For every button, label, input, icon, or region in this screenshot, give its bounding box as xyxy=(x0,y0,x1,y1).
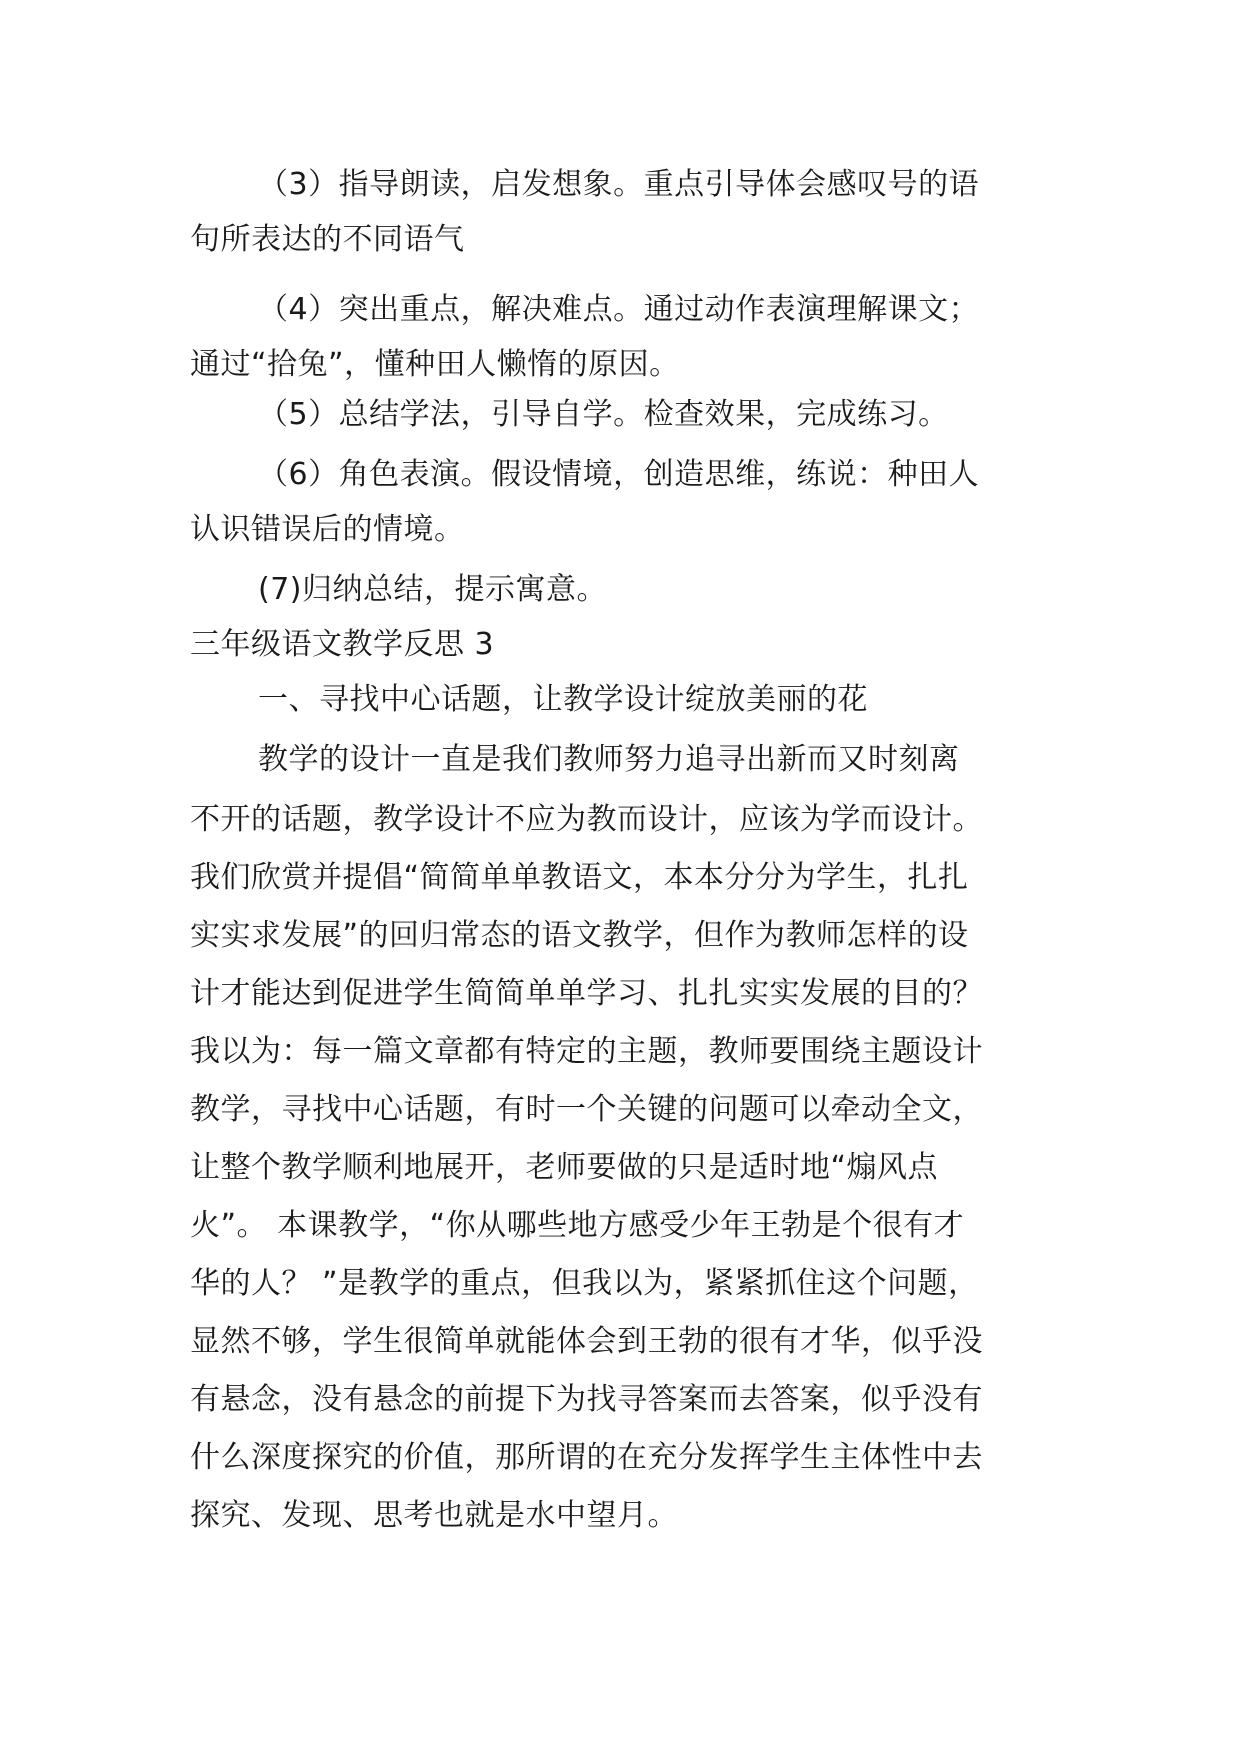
text-line: 有悬念，没有悬念的前提下为找寻答案而去答案，似乎没有 xyxy=(190,1382,983,1417)
text-line: 我以为：每一篇文章都有特定的主题，教师要围绕主题设计 xyxy=(190,1034,983,1069)
text-line: 显然不够，学生很简单就能体会到王勃的很有才华，似乎没 xyxy=(190,1324,983,1359)
text-line: 华的人？ ”是教学的重点，但我以为，紧紧抓住这个问题， xyxy=(190,1266,979,1301)
text-line: 通过“拾兔”，懂种田人懒惰的原因。 xyxy=(190,347,680,382)
text-line: 认识错误后的情境。 xyxy=(190,512,465,547)
section-heading: 三年级语文教学反思 3 xyxy=(190,627,495,662)
text-line: (7)归纳总结，提示寓意。 xyxy=(258,572,607,607)
text-line: （3）指导朗读，启发想象。重点引导体会感叹号的语 xyxy=(258,167,980,202)
text-line: （5）总结学法，引导自学。检查效果，完成练习。 xyxy=(258,397,949,432)
text-line: 实实求发展”的回归常态的语文教学，但作为教师怎样的设 xyxy=(190,918,969,953)
subsection-heading: 一、寻找中心话题，让教学设计绽放美丽的花 xyxy=(258,682,868,717)
text-line: 句所表达的不同语气 xyxy=(190,222,465,257)
text-line: 火”。 本课教学，“你从哪些地方感受少年王勃是个很有才 xyxy=(190,1208,965,1243)
text-line: （6）角色表演。假设情境，创造思维，练说：种田人 xyxy=(258,457,980,492)
text-line: 我们欣赏并提倡“简简单单教语文，本本分分为学生，扎扎 xyxy=(190,860,969,895)
text-line: 教学的设计一直是我们教师努力追寻出新而又时刻离 xyxy=(258,742,960,777)
text-line: 探究、发现、思考也就是水中望月。 xyxy=(190,1498,678,1533)
text-line: （4）突出重点，解决难点。通过动作表演理解课文； xyxy=(258,292,980,327)
text-line: 不开的话题，教学设计不应为教而设计，应该为学而设计。 xyxy=(190,802,983,837)
text-line: 计才能达到促进学生简简单单学习、扎扎实实发展的目的？ xyxy=(190,976,983,1011)
text-line: 什么深度探究的价值，那所谓的在充分发挥学生主体性中去 xyxy=(190,1440,983,1475)
text-line: 让整个教学顺利地展开，老师要做的只是适时地“煽风点 xyxy=(190,1150,939,1185)
text-line: 教学，寻找中心话题，有时一个关键的问题可以牵动全文， xyxy=(190,1092,983,1127)
